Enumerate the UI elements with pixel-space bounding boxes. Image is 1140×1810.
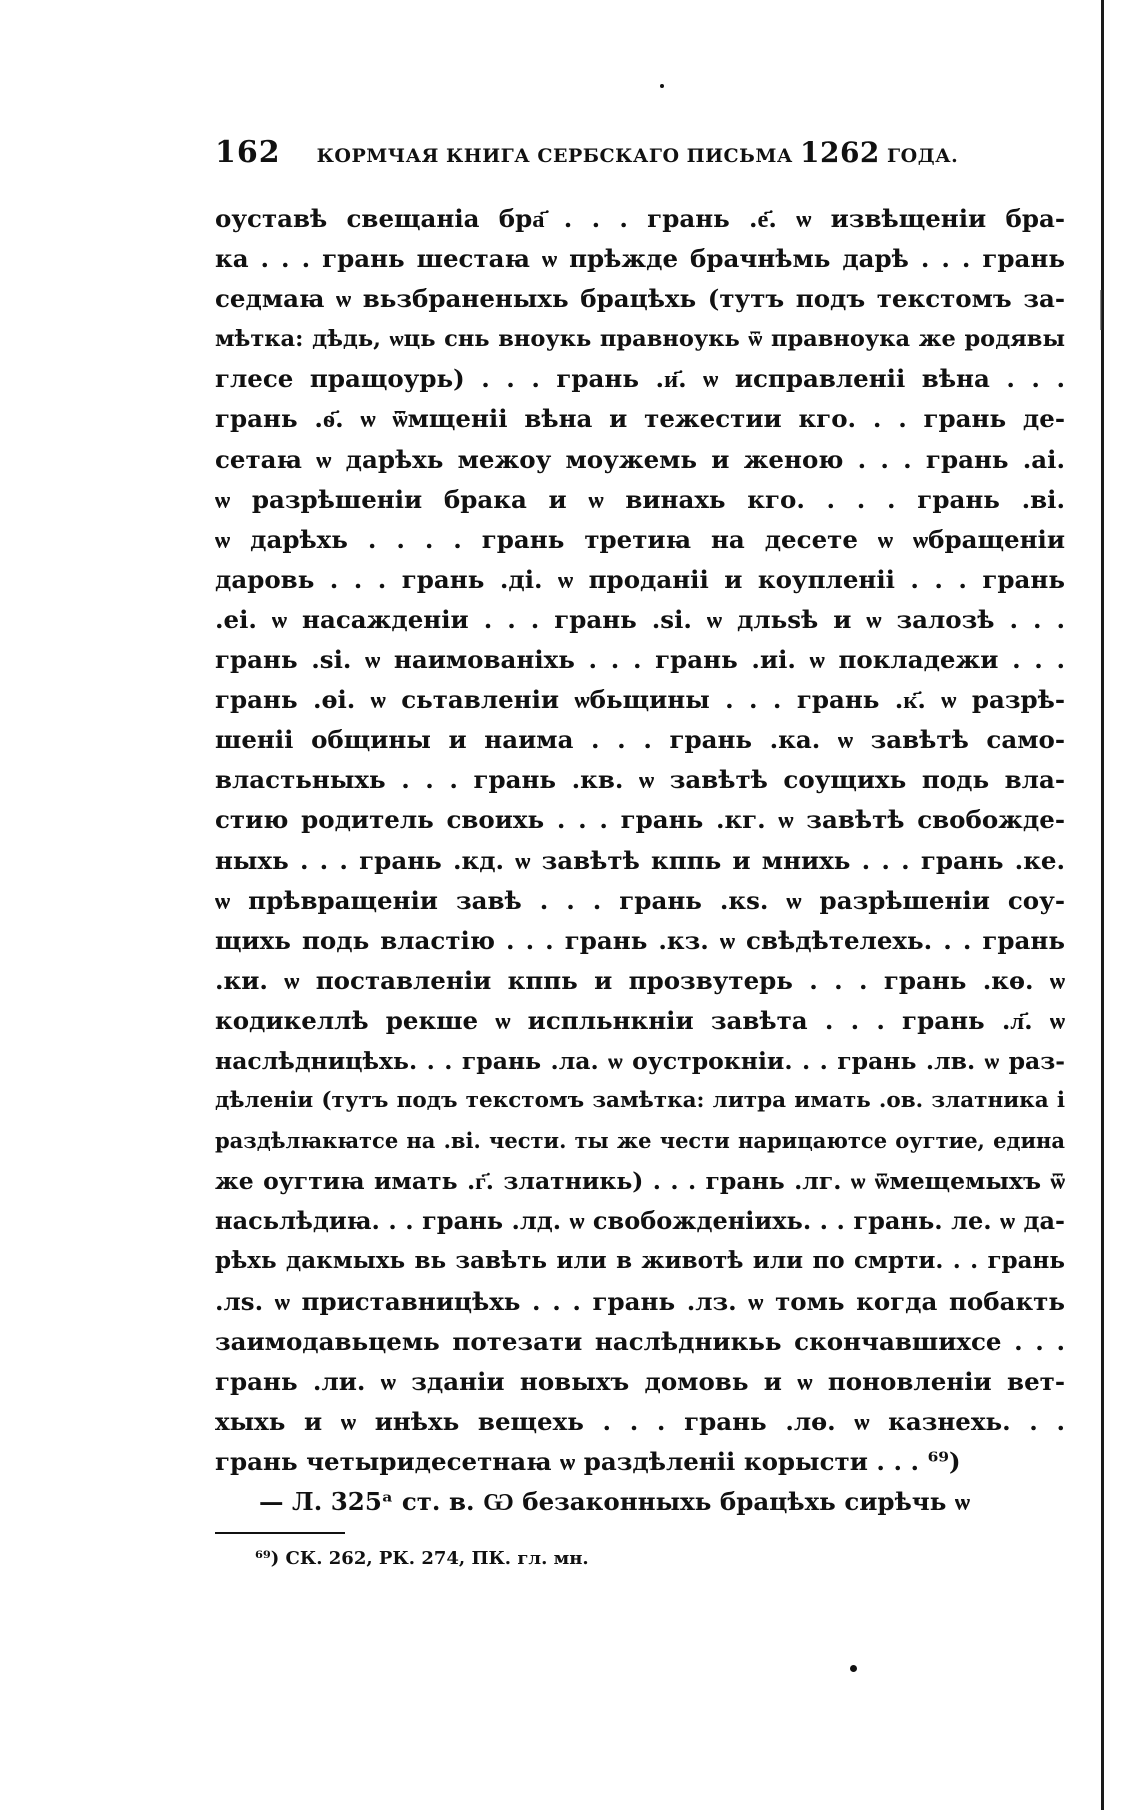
footnote: ⁶⁹) СК. 262, РК. 274, ПК. гл. мн.	[255, 1548, 589, 1570]
text-line: грань .ѕі. ѡ наимованіхь . . . грань .иі. ѡ покладежи . . .	[215, 645, 1065, 675]
text-line: раздѣлꙗкꙗтсе на .ві. чести. ты же чести нарицаютсе оугтие, едина	[215, 1128, 1065, 1154]
text-line: ныхь . . . грань .кд. ѡ завѣтѣ кппь и мнихь . . . грань .ке.	[215, 845, 1065, 875]
running-title-text: КОРМЧАЯ КНИГА СЕРБСКАГО ПИСЬМА	[316, 145, 793, 167]
text-line: ка . . . грань шестаꙗ ѡ прѣжде брачнѣмь дарѣ . . . грань	[215, 244, 1065, 274]
text-line: оуставѣ свещаніа бра҃ . . . грань .е҃. ѡ извѣщеніи бра-	[215, 204, 1065, 233]
speck-top	[660, 84, 664, 88]
body-text	[215, 199, 1065, 1522]
text-line: кодикеллѣ рекше ѡ испльнкніи завѣта . . . грань .л҃. ѡ	[215, 1005, 1065, 1035]
text-line: даровь . . . грань .ді. ѡ проданіі и коупленіі . . . грань	[215, 564, 1065, 594]
text-line: рѣхь дакмыхь вь завѣть или в животѣ или по смрти. . . грань	[215, 1247, 1065, 1275]
text-line: щихь подь властію . . . грань .кз. ѡ свѣдѣтелехь. . . грань	[215, 925, 1065, 955]
text-line: седмаꙗ ѡ вьзбраненыхь брацѣхь (тутъ подъ текстомъ за-	[215, 284, 1065, 314]
text-line: заимодавьцемь потезати наслѣдникьь скончавшихсе . . .	[215, 1326, 1065, 1356]
text-line: грань .ли. ѡ зданіи новыхъ домовь и ѡ поновленіи вет-	[215, 1366, 1065, 1396]
page-number: 162	[215, 135, 281, 170]
text-line: глесе пращоурь) . . . грань .и҃. ѡ исправленіі вѣна . . .	[215, 364, 1065, 394]
page-header	[215, 135, 1065, 175]
text-line: ѡ дарѣхь . . . . грань третиꙗ на десете ѡ ѡбращеніи	[215, 524, 1065, 554]
text-line: шеніі общины и наима . . . грань .ка. ѡ завѣтѣ само-	[215, 725, 1065, 755]
text-line: дѣленіи (тутъ подъ текстомъ замѣтка: литра имать .ов. златника і	[215, 1088, 1065, 1114]
running-title-year: 1262	[799, 136, 880, 169]
running-title-suffix: ГОДА.	[887, 145, 959, 167]
text-line: наслѣдницѣхь. . . грань .ла. ѡ оустрокніи. . . грань .лв. ѡ раз-	[215, 1046, 1065, 1075]
book-page	[215, 135, 1065, 1572]
text-line: же оугтиꙗ имать .г҃. златникь) . . . грань .лг. ѡ ѿмещемыхъ ѿ	[215, 1167, 1065, 1196]
text-line: мѣтка: дѣдь, ѡць снь вноукь правноукь ѿ правноука же родявы	[215, 326, 1065, 353]
text-line: .лѕ. ѡ приставницѣхь . . . грань .лз. ѡ томь когда побакть	[215, 1286, 1065, 1316]
text-line-new-paragraph: — Л. 325ᵃ ст. в. Ѡ безаконныхь брацѣхь сирѣчь ѡ	[259, 1487, 971, 1516]
text-line: грань .ѳ҃. ѡ ѿмщеніі вѣна и тежестии кго. . . грань де-	[215, 404, 1065, 434]
page-edge-mark	[1100, 290, 1110, 330]
text-line: .еі. ѡ насажденіи . . . грань .ѕі. ѡ дльѕѣ и ѡ залозѣ . . .	[215, 604, 1065, 634]
page-edge-line	[1101, 0, 1104, 1810]
footnote-rule	[215, 1532, 345, 1534]
text-line: грань .ѳі. ѡ сьтавленіи ѡбьщины . . . грань .к҃. ѡ разрѣ-	[215, 685, 1065, 715]
text-line: властьныхь . . . грань .кв. ѡ завѣтѣ соущихь подь вла-	[215, 765, 1065, 795]
running-title	[317, 136, 959, 169]
text-line: сетаꙗ ѡ дарѣхь межоу моужемь и женою . . . грань .аі.	[215, 444, 1065, 474]
speck-bottom	[850, 1665, 857, 1672]
text-line: стию родитель своихь . . . грань .кг. ѡ завѣтѣ свобожде-	[215, 805, 1065, 835]
text-line: насьлѣдиꙗ. . . грань .лд. ѡ свобожденіихь. . . грань. ле. ѡ да-	[215, 1206, 1065, 1236]
text-line: ѡ разрѣшеніи брака и ѡ винахь кго. . . . грань .ві.	[215, 484, 1065, 514]
text-line: .ки. ѡ поставленіи кппь и прозвутерь . . . грань .кѳ. ѡ	[215, 965, 1065, 995]
text-line: грань четыридесетнаꙗ ѡ раздѣленіі корысти . . . ⁶⁹)	[215, 1446, 961, 1476]
text-line: ѡ прѣвращеніи завѣ . . . грань .кѕ. ѡ разрѣшеніи соу-	[215, 885, 1065, 915]
text-line: хыхь и ѡ инѣхь вещехь . . . грань .лѳ. ѡ казнехь. . .	[215, 1406, 1065, 1436]
